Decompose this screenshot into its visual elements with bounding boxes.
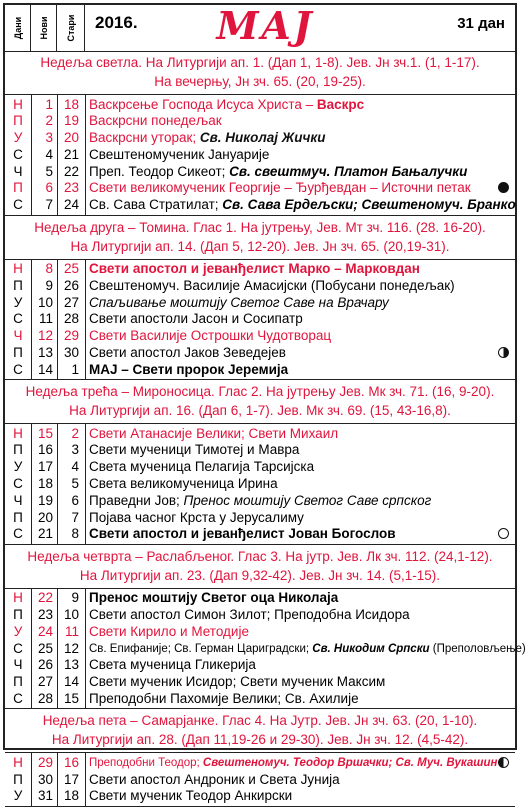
new-style-date: 15 [37, 425, 53, 441]
weekday-letter: С [13, 640, 23, 656]
moon-phase-icon [498, 757, 509, 768]
weekday-letter: С [13, 361, 23, 377]
new-style-date: 13 [37, 345, 53, 361]
feast-text [89, 442, 511, 459]
sunday-reading [5, 709, 515, 753]
day-row [5, 311, 515, 328]
day-row [5, 130, 515, 147]
new-style-date: 24 [37, 623, 53, 639]
feast-text [89, 526, 511, 543]
week-block [5, 260, 515, 381]
sunday-reading-line: Недеља трећа – Мироносица. Глас 2. На јутрењу Јев. Мк зч. 71. (16, 9-20). [25, 384, 495, 400]
feast-text-segment: Свети мученик Теодор Анкирски [89, 788, 293, 804]
calendar-day-count: 31 дан [457, 15, 505, 32]
weekday-letter: Н [13, 261, 23, 277]
feast-text [89, 510, 511, 527]
feast-text-segment: Појава часног Крста у Јерусалиму [89, 509, 304, 525]
feast-text [89, 180, 511, 197]
old-style-date: 18 [63, 788, 79, 804]
new-style-date: 19 [37, 492, 53, 508]
sunday-reading-line: На Литургији ап. 28. (Дап 11,19-26 и 29-30). Јев. Јн зч. 12. (4,5-42). [51, 732, 469, 748]
day-row [5, 362, 515, 379]
weekday-letter: У [13, 130, 23, 146]
weekday-letter: Ч [13, 163, 23, 179]
calendar-year: 2016. [95, 13, 138, 32]
sunday-reading-line: Недеља четврта – Раслабљеног. Глас 3. На јутр. Јев. Лк зч. 112. (24,1-12). [27, 548, 493, 564]
new-style-date: 29 [37, 754, 53, 770]
feast-text-segment: Св. свештмуч. Платон Бањалучки [229, 163, 468, 179]
feast-text-segment: Света мученица Гликерија [89, 657, 256, 673]
weekday-letter: У [13, 623, 23, 639]
feast-text-segment: Свештеномуч. Теодор Вршачки; Св. Муч. Вукашин [202, 756, 498, 769]
feast-text-segment: Спаљивање моштију Светог Саве на Врачару [89, 294, 389, 310]
old-style-date: 14 [63, 674, 79, 690]
day-row [5, 261, 515, 278]
week-block [5, 753, 515, 806]
day-row [5, 590, 515, 607]
old-style-date: 21 [63, 146, 79, 162]
weekday-letter: У [13, 459, 23, 475]
feast-text-segment: Свети мученици Тимотеј и Мавра [89, 442, 300, 458]
weekday-letter: С [13, 311, 23, 327]
old-style-date: 8 [71, 526, 79, 542]
day-row [5, 295, 515, 312]
old-style-date: 24 [63, 197, 79, 213]
old-style-date: 22 [63, 163, 79, 179]
day-row [5, 197, 515, 214]
old-style-date: 3 [71, 442, 79, 458]
feast-text [89, 459, 511, 476]
day-row [5, 476, 515, 493]
new-style-date: 3 [45, 130, 53, 146]
new-style-date: 12 [37, 328, 53, 344]
feast-text [89, 197, 516, 214]
feast-text-segment: Васкрс [316, 96, 365, 112]
new-style-date: 27 [37, 674, 53, 690]
weekday-letter: С [13, 476, 23, 492]
feast-text-segment: Свети Кирило и Методије [89, 623, 249, 639]
weekday-letter: У [13, 294, 23, 310]
day-row [5, 328, 515, 345]
new-style-date: 1 [45, 96, 53, 112]
feast-text [89, 261, 511, 278]
day-row [5, 755, 515, 772]
old-style-date: 27 [63, 294, 79, 310]
weekday-letter: Н [13, 96, 23, 112]
sunday-reading-line: На Литургији ап. 14. (Дап 5, 12-20). Јев. Јн зч. 65. (20,19-31). [70, 238, 450, 254]
feast-text [89, 97, 511, 114]
feast-text-segment: Св. Никодим Српски [312, 642, 430, 655]
weekday-letter: У [13, 788, 23, 804]
new-style-date: 6 [45, 180, 53, 196]
sunday-reading [5, 545, 515, 589]
feast-text [89, 691, 511, 708]
week-block [5, 589, 526, 710]
day-row [5, 624, 515, 641]
old-style-date: 30 [63, 345, 79, 361]
old-style-date: 15 [63, 691, 79, 707]
day-row [5, 674, 515, 691]
old-style-date: 18 [63, 96, 79, 112]
feast-text [89, 772, 511, 789]
sunday-reading-line: Недеља друга – Томина. Глас 1. На јутрењу, Јев. Мт зч. 116. (28. 16-20). [34, 219, 486, 235]
day-row [5, 510, 515, 527]
old-style-date: 12 [63, 640, 79, 656]
new-style-date: 11 [38, 311, 53, 327]
feast-text [89, 328, 511, 345]
feast-text [89, 674, 511, 691]
day-row [5, 526, 515, 543]
weekday-letter: Ч [13, 657, 23, 673]
day-row [5, 345, 515, 362]
weekday-letter: П [13, 180, 23, 196]
old-style-date: 16 [63, 754, 79, 770]
new-style-date: 18 [37, 476, 53, 492]
feast-text [89, 278, 511, 295]
feast-text-segment: Св. Сава Стратилат; [89, 197, 223, 213]
feast-text-segment: Свети пророк Јеремија [132, 361, 289, 377]
feast-text-segment: Света великомученица Ирина [89, 476, 278, 492]
feast-text-segment: Пренос моштију Светог оца Николаја [89, 590, 339, 606]
old-style-date: 17 [63, 771, 79, 787]
feast-text [89, 147, 511, 164]
old-style-date: 7 [71, 509, 79, 525]
feast-text [89, 590, 511, 607]
feast-text-segment: Пренос моштију Светог Саве српског [183, 492, 432, 508]
weekday-letter: С [13, 526, 23, 542]
new-style-date: 5 [45, 163, 53, 179]
new-style-date: 21 [37, 526, 53, 542]
feast-text-segment: Свети апостоли Јасон и Сосипатр [89, 311, 303, 327]
old-style-date: 25 [63, 261, 79, 277]
feast-text-segment: Свети Василије Острошки Чудотворац [89, 328, 332, 344]
day-row [5, 442, 515, 459]
day-row [5, 113, 515, 130]
new-style-date: 14 [37, 361, 53, 377]
weekday-letter: Н [13, 590, 23, 606]
weekday-letter: П [13, 442, 23, 458]
day-row [5, 164, 515, 181]
day-row [5, 691, 515, 708]
old-style-date: 2 [71, 425, 79, 441]
feast-text [89, 657, 511, 674]
feast-text-segment: Света мученица Пелагија Тарсијска [89, 459, 315, 475]
feast-text [89, 130, 511, 147]
sunday-reading-line: На Литургији ап. 16. (Дап 6, 1-7). Јев. Мк зч. 69. (15, 43-16,8). [69, 403, 451, 419]
feast-text [89, 362, 511, 379]
feast-text-segment: Свети апостол Јаков Зеведејев [89, 345, 286, 361]
feast-text [89, 755, 511, 772]
new-style-date: 22 [37, 590, 53, 606]
feast-text-segment: Свештеномуч. Василије Амасијски (Побусани понедељак) [89, 277, 455, 293]
feast-text-segment: Свештеномученик Јануарије [89, 146, 270, 162]
weekday-letter: Н [13, 754, 23, 770]
old-style-date: 1 [71, 361, 79, 377]
day-row [5, 459, 515, 476]
new-style-date: 30 [37, 771, 53, 787]
feast-text-segment: Преп. Теодор Сикеот; [89, 163, 230, 179]
new-style-date: 20 [37, 509, 53, 525]
header-old-style-column [57, 5, 85, 51]
old-style-date: 6 [71, 492, 79, 508]
sunday-reading-line: Недеља светла. На Литургији ап. 1. (Дап 1, 1-8). Јев. Јн зч.1. (1, 1-17). [40, 55, 480, 70]
calendar-header [5, 5, 515, 52]
feast-text-segment: МАЈ – [89, 361, 133, 377]
weekday-letter: Н [13, 425, 23, 441]
feast-text [89, 113, 511, 130]
day-row [5, 607, 515, 624]
day-row [5, 426, 515, 443]
day-row [5, 772, 515, 789]
feast-text-segment: Свети великомученик Георгије – Ђурђевдан – Источни петак [89, 180, 471, 196]
week-block [5, 424, 515, 545]
weekday-letter: С [13, 197, 23, 213]
weekday-letter: П [13, 771, 23, 787]
old-style-date: 20 [63, 130, 79, 146]
old-style-date: 28 [63, 311, 79, 327]
weekday-letter: С [13, 146, 23, 162]
weekday-letter: Ч [13, 492, 23, 508]
sunday-reading [5, 216, 515, 260]
feast-text [89, 311, 511, 328]
new-style-date: 31 [37, 788, 53, 804]
feast-text [89, 493, 511, 510]
old-style-date: 4 [71, 459, 79, 475]
sunday-reading-line: На Литургији ап. 23. (Дап 9,32-42). Јев. Јн зч. 14. (5,1-15). [79, 567, 441, 583]
feast-text [89, 164, 511, 181]
feast-text [89, 476, 511, 493]
old-style-date: 11 [64, 623, 79, 639]
moon-phase-icon [498, 347, 509, 358]
new-style-date: 16 [37, 442, 53, 458]
new-style-date: 25 [37, 640, 53, 656]
feast-text [89, 788, 511, 805]
feast-text [89, 345, 511, 362]
new-style-date: 7 [45, 197, 53, 213]
feast-text [89, 295, 511, 312]
feast-text [89, 607, 511, 624]
new-style-date: 10 [37, 294, 53, 310]
weekday-letter: С [13, 691, 23, 707]
header-days-column [5, 5, 31, 51]
sunday-reading-line: Недеља пета – Самарјанке. Глас 4. На Јутр. Јев. Јн зч. 63. (20, 1-10). [42, 713, 478, 729]
feast-text-segment: Свети Атанасије Велики; Свети Михаил [89, 425, 339, 441]
calendar-sheet [3, 3, 526, 804]
feast-text [89, 624, 511, 641]
old-style-date: 9 [71, 590, 79, 606]
old-style-date: 19 [63, 113, 79, 129]
weekday-letter: Ч [13, 328, 23, 344]
feast-text-segment: Св. Сава Ердељски; Свештеномуч. Бранко [222, 197, 516, 213]
old-style-date: 23 [63, 180, 79, 196]
sunday-reading [5, 380, 515, 424]
feast-text-segment: Васкрсни понедељак [89, 113, 222, 129]
new-style-date: 4 [45, 146, 53, 162]
header-days-label: Дани [12, 16, 23, 40]
feast-text-segment: Свети апостол Симон Зилот; Преподобна Исидора [89, 607, 410, 623]
day-row [5, 788, 515, 805]
feast-text-segment: (Преполовљење) [429, 642, 526, 655]
old-style-date: 13 [63, 657, 79, 673]
new-style-date: 8 [45, 261, 53, 277]
day-row [5, 97, 515, 114]
feast-text-segment: Свети мученик Исидор; Свети мученик Максим [89, 674, 386, 690]
calendar-weeks [5, 51, 526, 807]
day-row [5, 147, 515, 164]
weekday-letter: П [13, 113, 23, 129]
feast-text [89, 641, 526, 658]
weekday-letter: П [13, 607, 23, 623]
new-style-date: 2 [45, 113, 53, 129]
sunday-reading-line: На вечерњу, Јн зч. 65. (20, 19-25). [154, 74, 366, 89]
feast-text-segment: Свети апостол и јеванђелист Марко – Марковдан [89, 261, 420, 277]
old-style-date: 5 [71, 476, 79, 492]
weekday-letter: П [13, 674, 23, 690]
feast-text-segment: Св. Епифаније; Св. Герман Цариградски; [89, 642, 313, 655]
week-block [5, 95, 515, 216]
old-style-date: 10 [63, 607, 79, 623]
day-row [5, 278, 515, 295]
old-style-date: 29 [63, 328, 79, 344]
feast-text-segment: Свети апостол Андроник и Света Јунија [89, 771, 340, 787]
calendar-month: МАЈ [216, 3, 314, 48]
day-row [5, 640, 526, 658]
feast-text-segment: Васкрсење Господа Исуса Христа – [89, 96, 317, 112]
old-style-date: 26 [63, 277, 79, 293]
weekday-letter: П [13, 345, 23, 361]
day-row [5, 180, 515, 197]
feast-text-segment: Праведни Јов; [89, 492, 184, 508]
header-old-style-label: Стари [65, 14, 76, 42]
feast-text-segment: Свети апостол и јеванђелист Јован Богослов [89, 526, 396, 542]
day-row [5, 493, 515, 510]
new-style-date: 26 [37, 657, 53, 673]
new-style-date: 17 [37, 459, 53, 475]
header-new-style-label: Нови [38, 16, 49, 40]
day-row [5, 657, 515, 674]
feast-text-segment: Преподобни Теодор; [89, 756, 203, 769]
new-style-date: 9 [45, 277, 53, 293]
feast-text [89, 426, 511, 443]
weekday-letter: П [13, 277, 23, 293]
feast-text-segment: Св. Николај Жички [199, 130, 326, 146]
weekday-letter: П [13, 509, 23, 525]
sunday-reading [5, 51, 515, 95]
new-style-date: 23 [37, 607, 53, 623]
feast-text-segment: Васкрсни уторак; [89, 130, 200, 146]
feast-text-segment: Преподобни Пахомије Велики; Св. Ахилије [89, 691, 359, 707]
header-new-style-column [31, 5, 57, 51]
new-style-date: 28 [37, 691, 53, 707]
